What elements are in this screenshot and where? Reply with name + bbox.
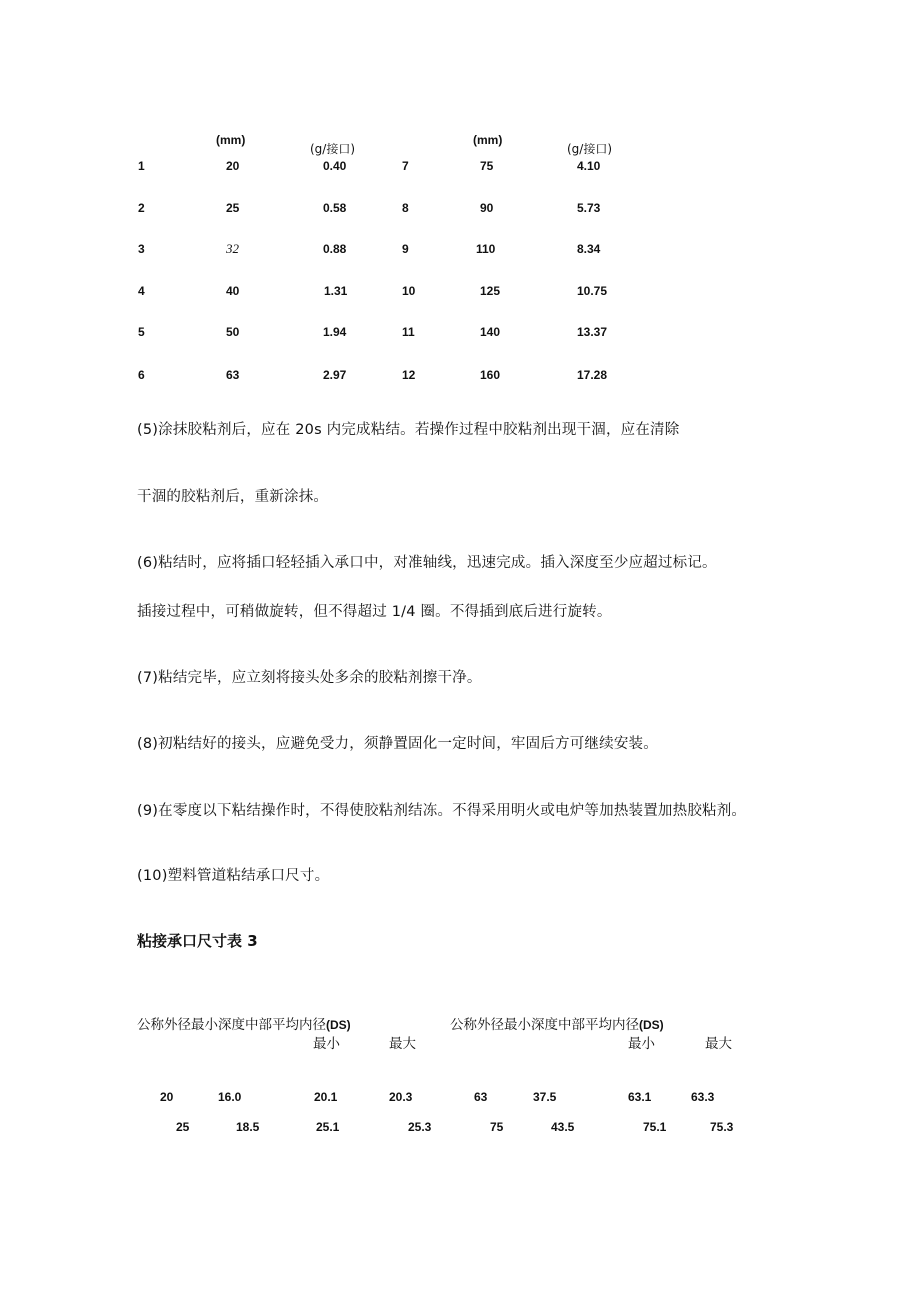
table-cell: 5: [138, 325, 145, 339]
min-label-left: 最小: [313, 1036, 340, 1052]
table-cell: 5.73: [577, 201, 601, 215]
table-cell: 12: [402, 368, 416, 382]
table-cell: 1.94: [323, 325, 347, 339]
table-title: 粘接承口尺寸表 3: [137, 932, 258, 950]
table-cell: 63.1: [628, 1090, 652, 1104]
table-cell: 9: [402, 242, 409, 256]
col-header-left-text: 公称外径最小深度中部平均内径: [137, 1017, 326, 1033]
table-cell: 25: [176, 1120, 190, 1134]
table-cell: 7: [402, 159, 409, 173]
table-cell: 0.40: [323, 159, 347, 173]
col-header-right-ds: (DS): [639, 1018, 664, 1032]
col-header-right-text: 公称外径最小深度中部平均内径: [450, 1017, 639, 1033]
table-cell: 8.34: [577, 242, 601, 256]
paragraph-6-line-2: 插接过程中，可稍做旋转，但不得超过 1/4 圈。不得插到底后进行旋转。: [137, 604, 612, 620]
col-header-left-g: (g/接口): [310, 142, 356, 156]
table-cell: 0.88: [323, 242, 347, 256]
table-cell: 17.28: [577, 368, 608, 382]
paragraph-9: (9)在零度以下粘结操作时，不得使胶粘剂结冻。不得采用明火或电炉等加热装置加热胶粘剂。: [137, 803, 747, 819]
paragraph-8: (8)初粘结好的接头，应避免受力，须静置固化一定时间，牢固后方可继续安装。: [137, 736, 658, 752]
table-cell: 18.5: [236, 1120, 260, 1134]
paragraph-5-line-1: (5)涂抹胶粘剂后，应在 20s 内完成粘结。若操作过程中胶粘剂出现干涸，应在清除: [137, 422, 680, 438]
table-cell: 2: [138, 201, 145, 215]
table-cell: 0.58: [323, 201, 347, 215]
col-header-left-mm: (mm): [216, 133, 246, 147]
table-cell: 1: [138, 159, 145, 173]
max-label-right: 最大: [705, 1036, 732, 1052]
table-cell: 37.5: [533, 1090, 557, 1104]
table-cell: 63: [226, 368, 240, 382]
table-cell: 16.0: [218, 1090, 242, 1104]
max-label-left: 最大: [389, 1036, 416, 1052]
col-header-left: [137, 1013, 351, 1033]
min-label-right: 最小: [628, 1036, 655, 1052]
table-cell: 75.3: [710, 1120, 734, 1134]
col-header-right: [450, 1013, 664, 1033]
table-cell: 8: [402, 201, 409, 215]
table-cell: 10: [402, 284, 416, 298]
table-cell: 63: [474, 1090, 488, 1104]
col-header-right-mm: (mm): [473, 133, 503, 147]
paragraph-10: (10)塑料管道粘结承口尺寸。: [137, 868, 330, 884]
table-cell: 20: [160, 1090, 174, 1104]
table-cell: 63.3: [691, 1090, 715, 1104]
table-cell: 32: [226, 241, 239, 256]
table-cell: 160: [480, 368, 501, 382]
table-cell: 10.75: [577, 284, 608, 298]
table-cell: 20: [226, 159, 240, 173]
col-header-right-g: (g/接口): [567, 142, 613, 156]
col-header-left-ds: (DS): [326, 1018, 351, 1032]
table-cell: 6: [138, 368, 145, 382]
table-cell: 3: [138, 242, 145, 256]
table-cell: 90: [480, 201, 494, 215]
table-cell: 4.10: [577, 159, 601, 173]
paragraph-7: (7)粘结完毕，应立刻将接头处多余的胶粘剂擦干净。: [137, 670, 482, 686]
table-cell: 13.37: [577, 325, 608, 339]
table-cell: 25.1: [316, 1120, 340, 1134]
table-cell: 140: [480, 325, 501, 339]
table-cell: 11: [402, 325, 415, 339]
table-cell: 75: [480, 159, 494, 173]
paragraph-6-line-1: (6)粘结时，应将插口轻轻插入承口中，对准轴线，迅速完成。插入深度至少应超过标记。: [137, 555, 717, 571]
table-cell: 125: [480, 284, 501, 298]
table-cell: 25.3: [408, 1120, 432, 1134]
table-cell: 1.31: [324, 284, 348, 298]
table-cell: 4: [138, 284, 145, 298]
table-cell: 20.1: [314, 1090, 338, 1104]
table-cell: 50: [226, 325, 240, 339]
table-cell: 40: [226, 284, 240, 298]
table-cell: 110: [476, 242, 496, 256]
table-cell: 2.97: [323, 368, 347, 382]
table-cell: 75.1: [643, 1120, 667, 1134]
table-cell: 75: [490, 1120, 504, 1134]
table-cell: 20.3: [389, 1090, 413, 1104]
paragraph-5-line-2: 干涸的胶粘剂后，重新涂抹。: [137, 489, 329, 505]
table-cell: 43.5: [551, 1120, 575, 1134]
table-cell: 25: [226, 201, 240, 215]
